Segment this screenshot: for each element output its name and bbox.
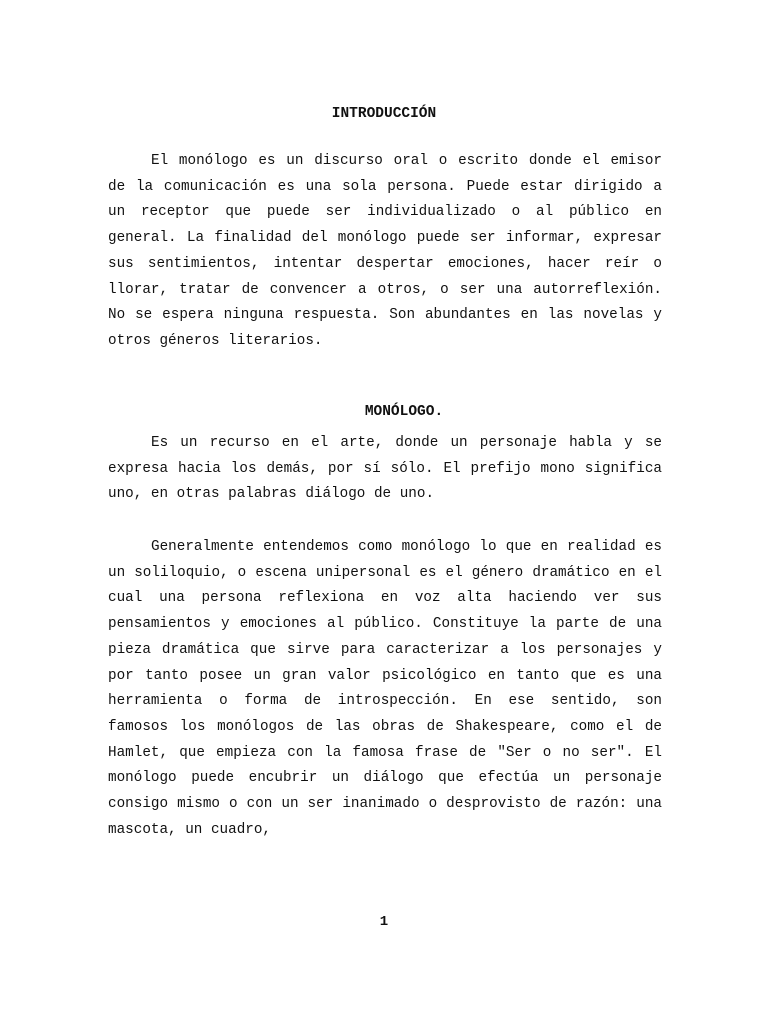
paragraph-soliloquy: Generalmente entendemos como monólogo lo que en realidad es un soliloquio, o escena unipersonal es el género dramático en el cual una persona reflexiona en voz alta haciendo ver sus pensamientos y emociones al público. Constituye la parte de una pieza dramática que sirve para caracterizar a los personajes y por tanto posee un gran valor psicológico en tanto que es una herramienta o forma de introspección. En ese sentido, son famosos los monólogos de las obras de Shakespeare, como el de Hamlet, que empieza con la famosa frase de "Ser o no ser". El monólogo puede encubrir un diálogo que efectúa un personaje consigo mismo o con un ser inanimado o desprovisto de razón: una mascota, un cuadro, <box>108 539 662 838</box>
section-heading-monologue: MONÓLOGO. <box>364 404 444 420</box>
paragraph-definition: Es un recurso en el arte, donde un personaje habla y se expresa hacia los demás, por sí sólo. El prefijo mono significa uno, en otras palabras diálogo de uno. <box>108 435 662 503</box>
paragraph-introduction: El monólogo es un discurso oral o escrito donde el emisor de la comunicación es una sola persona. Puede estar dirigido a un receptor que puede ser individualizado o al público en general. La finalidad del monólogo puede ser informar, expresar sus sentimientos, intentar despertar emociones, hacer reír o llorar, tratar de convencer a otros, o ser una autorreflexión. No se espera ninguna respuesta. Son abundantes en las novelas y otros géneros literarios. <box>108 153 662 349</box>
page-number: 1 <box>379 914 389 930</box>
section-heading-introduction: INTRODUCCIÓN <box>331 106 437 122</box>
